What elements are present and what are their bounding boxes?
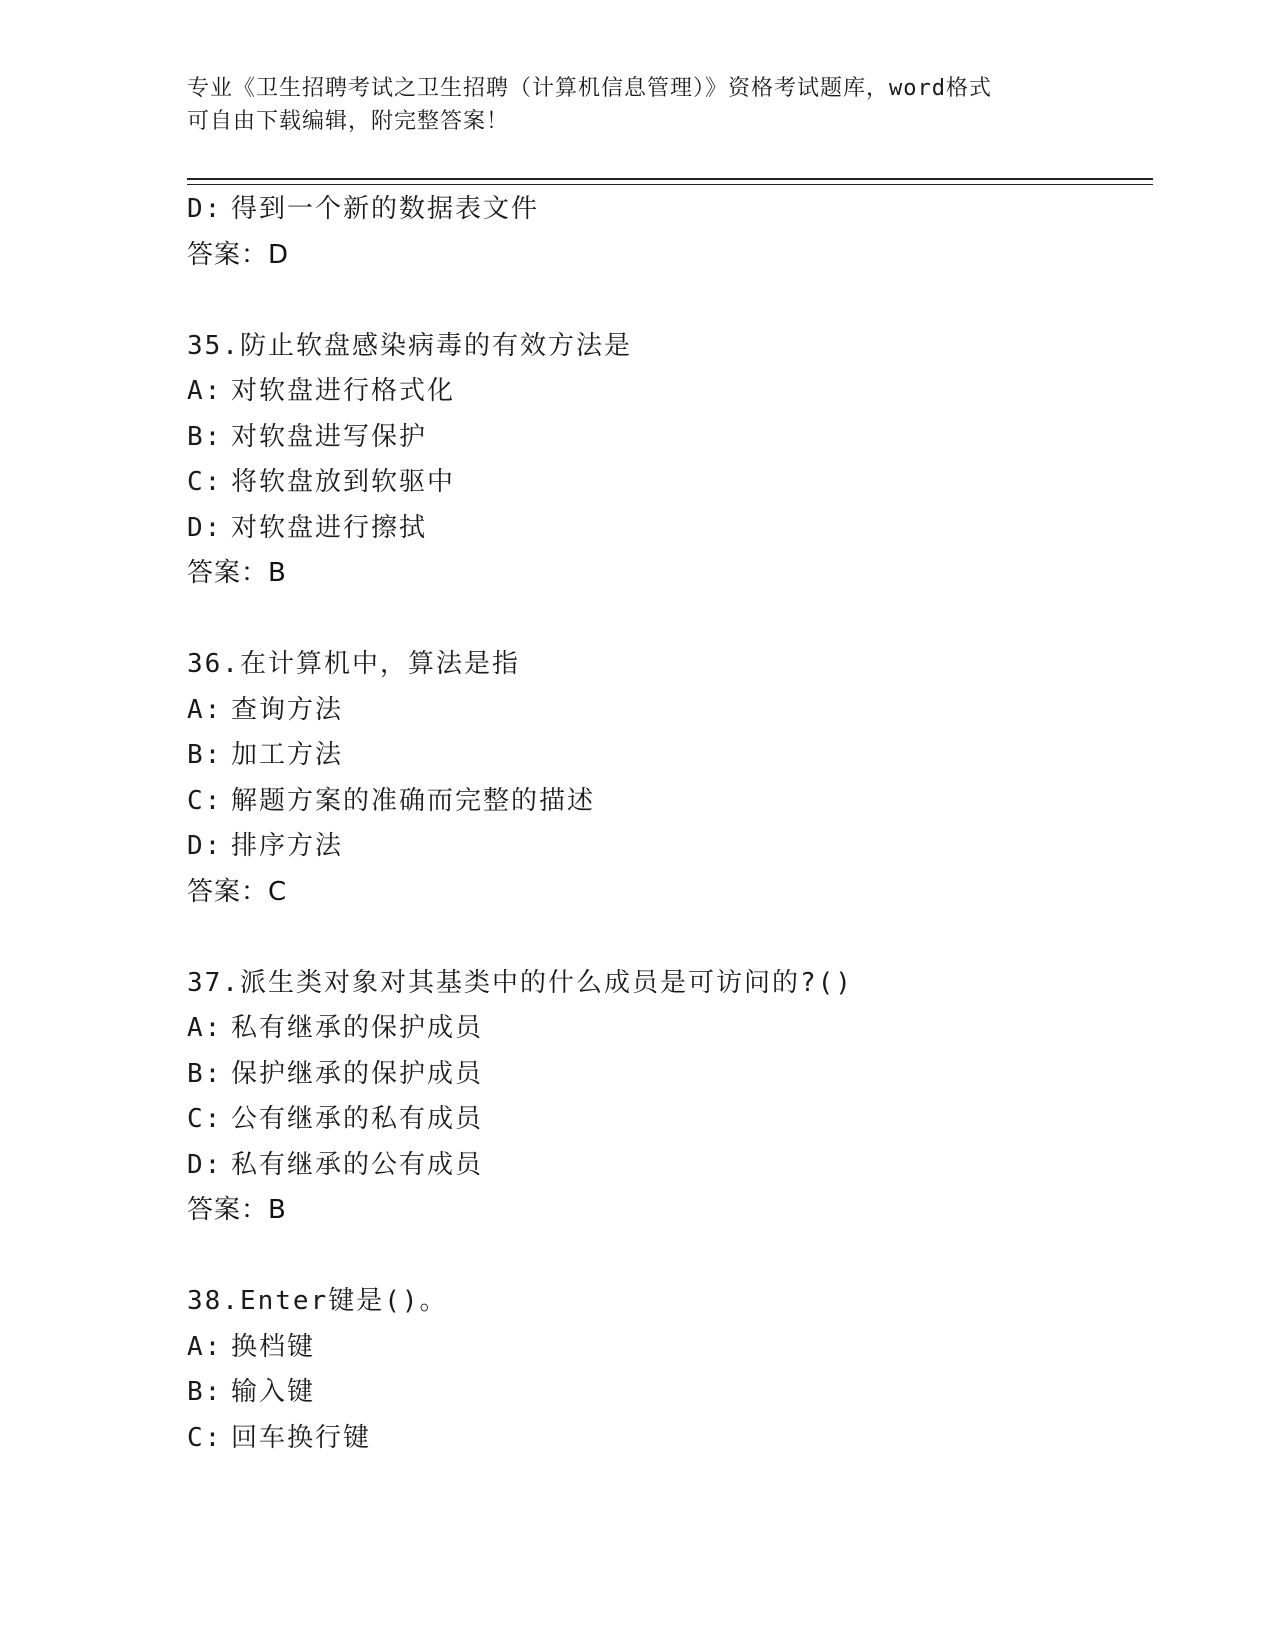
option-label: B: bbox=[187, 421, 223, 452]
spacer bbox=[187, 278, 1153, 324]
option-label: C: bbox=[187, 1104, 223, 1134]
question-37-option-b bbox=[187, 1052, 1153, 1098]
question-37-option-c bbox=[187, 1097, 1153, 1143]
option-label: D: bbox=[187, 512, 223, 543]
option-label: A: bbox=[187, 1331, 223, 1362]
continuation-answer: 答案：D bbox=[187, 239, 290, 270]
question-38-option-b bbox=[187, 1370, 1153, 1416]
option-text: 对软盘进行擦拭 bbox=[231, 512, 428, 543]
question-36-stem: 36.在计算机中，算法是指 bbox=[187, 649, 520, 679]
question-content bbox=[187, 187, 1153, 1461]
option-label: A: bbox=[187, 1013, 223, 1043]
option-label: A: bbox=[187, 376, 223, 406]
question-37-option-a bbox=[187, 1006, 1153, 1052]
option-label: C: bbox=[187, 785, 223, 816]
spacer bbox=[187, 1234, 1153, 1280]
question-35-option-c bbox=[187, 460, 1153, 506]
header-line-2: 可自由下载编辑，附完整答案！ bbox=[187, 109, 510, 134]
option-label: B: bbox=[187, 1058, 223, 1089]
option-text: 公有继承的私有成员 bbox=[231, 1104, 484, 1134]
question-38-option-a bbox=[187, 1325, 1153, 1371]
option-label: B: bbox=[187, 740, 223, 770]
option-text: 输入键 bbox=[231, 1377, 316, 1407]
question-35-answer: 答案：B bbox=[187, 558, 287, 588]
option-label: D: bbox=[187, 1149, 223, 1180]
option-text: 加工方法 bbox=[231, 740, 344, 770]
option-text: 排序方法 bbox=[231, 831, 344, 861]
question-38-option-c bbox=[187, 1416, 1153, 1462]
continuation-option-d bbox=[187, 187, 1153, 233]
question-36-answer: 答案：C bbox=[187, 876, 288, 907]
spacer bbox=[187, 915, 1153, 961]
question-35-stem: 35.防止软盘感染病毒的有效方法是 bbox=[187, 330, 632, 361]
option-text: 解题方案的准确而完整的描述 bbox=[231, 785, 596, 816]
spacer bbox=[187, 597, 1153, 643]
question-36-option-a bbox=[187, 688, 1153, 734]
question-37-answer: 答案：B bbox=[187, 1195, 287, 1225]
question-37-stem: 37.派生类对象对其基类中的什么成员是可访问的?() bbox=[187, 967, 853, 998]
header-divider-thick bbox=[187, 178, 1153, 180]
option-text: 回车换行键 bbox=[231, 1422, 372, 1453]
option-label: D: bbox=[187, 194, 223, 224]
option-text: 对软盘进写保护 bbox=[231, 421, 428, 452]
header-line-1: 专业《卫生招聘考试之卫生招聘（计算机信息管理）》资格考试题库，word格式 bbox=[187, 76, 992, 101]
question-37-option-d bbox=[187, 1143, 1153, 1189]
header-divider-thin bbox=[187, 184, 1153, 185]
option-text: 换档键 bbox=[231, 1331, 316, 1362]
option-text: 查询方法 bbox=[231, 694, 344, 725]
question-35-option-d bbox=[187, 506, 1153, 552]
question-36-option-b bbox=[187, 733, 1153, 779]
question-35-option-b bbox=[187, 415, 1153, 461]
question-36-option-d bbox=[187, 824, 1153, 870]
option-label: B: bbox=[187, 1377, 223, 1407]
option-label: C: bbox=[187, 1422, 223, 1453]
option-text: 对软盘进行格式化 bbox=[231, 376, 456, 406]
option-text: 私有继承的公有成员 bbox=[231, 1149, 484, 1180]
option-text: 保护继承的保护成员 bbox=[231, 1058, 484, 1089]
option-text: 私有继承的保护成员 bbox=[231, 1013, 484, 1043]
option-label: A: bbox=[187, 694, 223, 725]
question-35-option-a bbox=[187, 369, 1153, 415]
option-text: 将软盘放到软驱中 bbox=[231, 467, 456, 497]
option-text: 得到一个新的数据表文件 bbox=[231, 194, 540, 224]
option-label: D: bbox=[187, 831, 223, 861]
option-label: C: bbox=[187, 467, 223, 497]
question-36-option-c bbox=[187, 779, 1153, 825]
document-header bbox=[187, 72, 1087, 138]
question-38-stem: 38.Enter键是()。 bbox=[187, 1286, 448, 1316]
